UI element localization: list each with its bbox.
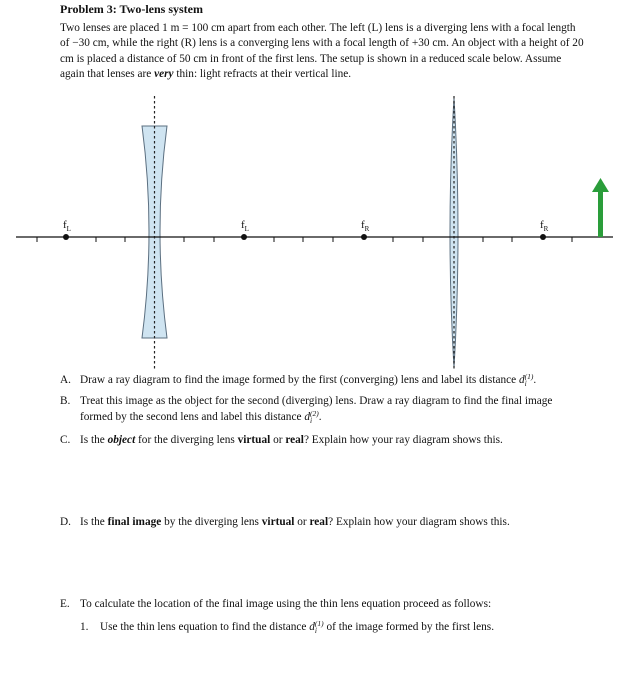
question-b: B. Treat this image as the object for the second (diverging) lens. Draw a ray diagram to find the final image formed by the second lens and label this distance d (2) i . [60, 395, 553, 425]
focal-point-right-1 [361, 234, 367, 240]
problem-title: Problem 3: Two-lens system [60, 2, 203, 16]
focal-label-3: $f_R$ [361, 219, 370, 233]
focal-point-left-2 [241, 234, 247, 240]
emphasis-very: very [154, 67, 174, 80]
question-a: A. Draw a ray diagram to find the image formed by the first (converging) lens and label its distance d (1) i . [60, 372, 537, 389]
focal-label-2: $f_L$ [241, 219, 249, 233]
focal-point-right-2 [540, 234, 546, 240]
question-c: C. Is the object for the diverging lens virtual or real? Explain how your ray diagram shows this. [60, 434, 503, 446]
focal-point-left-1 [63, 234, 69, 240]
problem-intro: Two lenses are placed 1 m = 100 cm apart from each other. The left (L) lens is a diverging lens with a focal length of −30 cm, while the right (R) lens is a converging lens with a focal length of +30 cm. An object with a height of 20 cm is placed a distance of 50 cm in front of the first lens. The setup is shown in a reduced scale below. Assume again that lenses are very thin: light refracts at their vertical line. [60, 22, 584, 80]
question-e: E. To calculate the location of the final image using the thin lens equation proceed as follows: [60, 598, 492, 610]
focal-label-4: $f_R$ [540, 219, 549, 233]
question-e-step-1: 1. Use the thin lens equation to find the distance d (1) i of the image formed by the first lens. [80, 619, 495, 636]
lens-diagram [0, 88, 629, 373]
axis-ticks [37, 237, 572, 242]
focal-label-1: $f_L$ [63, 219, 71, 233]
question-d: D. Is the final image by the diverging lens virtual or real? Explain how your diagram shows this. [60, 516, 510, 528]
object-arrow [592, 178, 609, 237]
